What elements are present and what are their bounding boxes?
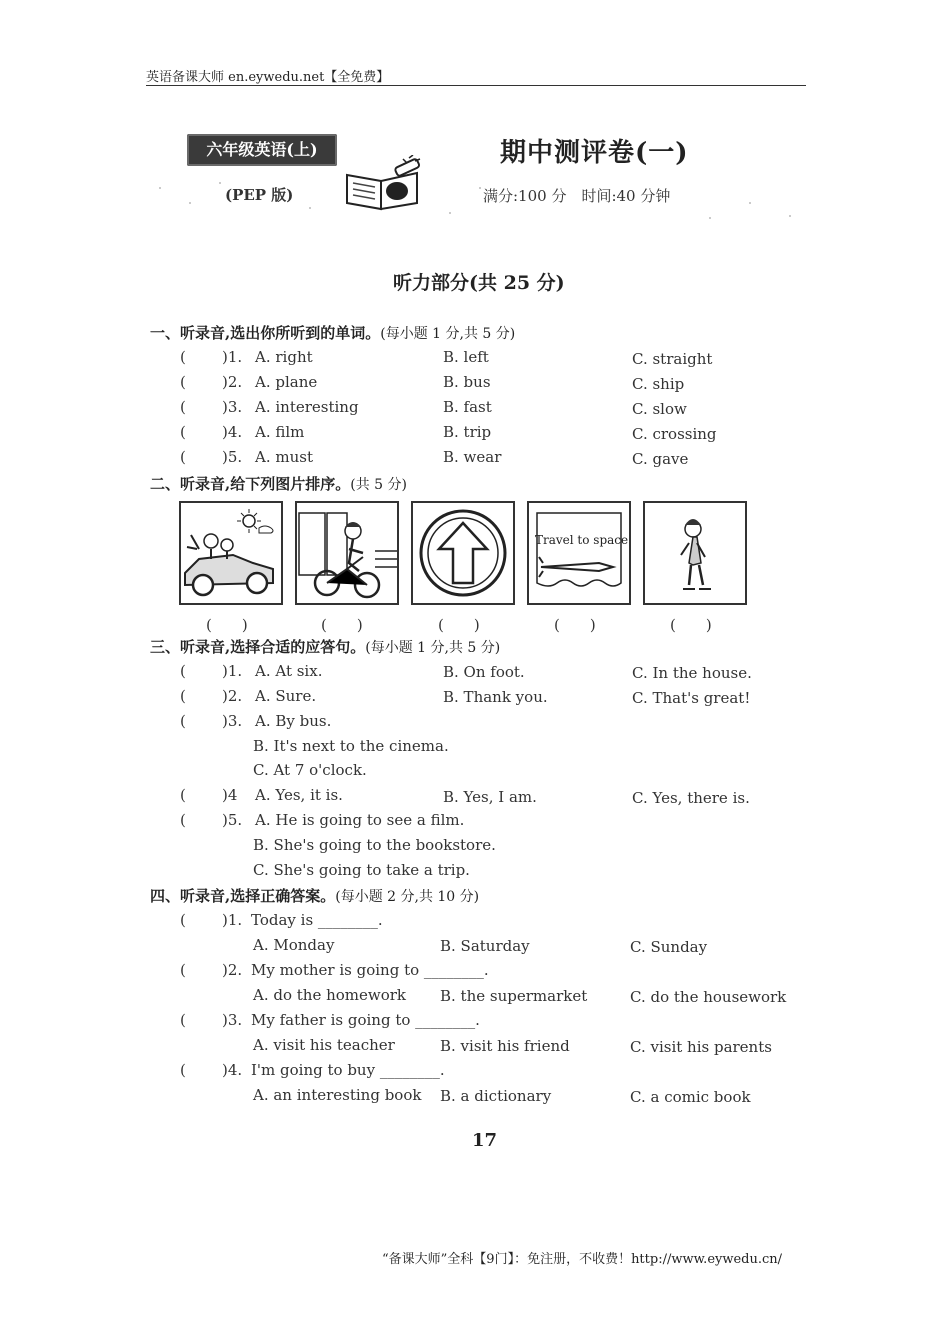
option-c: C. do the housework: [630, 988, 787, 1006]
item-number: )4.: [222, 1061, 243, 1079]
option-b: B. On foot.: [443, 663, 525, 681]
option-b: B. the supermarket: [440, 987, 588, 1005]
section2-title: 二、听录音,给下列图片排序。: [150, 475, 351, 493]
option-c: C. straight: [632, 350, 713, 368]
exam-title: 期中测评卷(一): [500, 138, 689, 168]
option-a: A. must: [255, 448, 313, 466]
option-a: A. At six.: [255, 662, 323, 680]
answer-blank[interactable]: (: [180, 1011, 186, 1029]
question-stem: My father is going to ________.: [251, 1011, 480, 1029]
section3-note: (每小题 1 分,共 5 分): [365, 640, 501, 656]
section4-note: (每小题 2 分,共 10 分): [335, 889, 480, 905]
item-number: )2.: [222, 961, 243, 979]
option-c: C. a comic book: [630, 1088, 751, 1106]
item-number: )3.: [222, 712, 243, 730]
option-a: A. film: [255, 423, 305, 441]
order-blank-2[interactable]: ( ): [321, 616, 363, 634]
option-b: B. It's next to the cinema.: [253, 737, 449, 755]
answer-blank[interactable]: (: [180, 911, 186, 929]
option-c: C. Yes, there is.: [632, 789, 750, 807]
option-c: C. ship: [632, 375, 685, 393]
exam-meta: 满分:100 分 时间:40 分钟: [483, 187, 671, 205]
picture-arrow-sign: [411, 501, 515, 605]
picture-travel-to-space: [527, 501, 631, 605]
question-stem: Today is ________.: [251, 911, 383, 929]
answer-blank[interactable]: (: [180, 811, 186, 829]
option-c: C. She's going to take a trip.: [253, 861, 470, 879]
option-a: A. By bus.: [255, 712, 332, 730]
item-number: )5.: [222, 811, 243, 829]
section4-heading: [150, 885, 479, 906]
section1-title: 一、听录音,选出你所听到的单词。: [150, 324, 381, 342]
option-b: B. visit his friend: [440, 1037, 570, 1055]
answer-blank[interactable]: (: [180, 373, 186, 391]
option-c: C. slow: [632, 400, 687, 418]
option-c: C. Sunday: [630, 938, 708, 956]
option-a: A. right: [255, 348, 313, 366]
answer-blank[interactable]: (: [180, 398, 186, 416]
item-number: )2.: [222, 373, 243, 391]
answer-blank[interactable]: (: [180, 448, 186, 466]
order-blank-4[interactable]: ( ): [554, 616, 596, 634]
question-stem: I'm going to buy ________.: [251, 1061, 445, 1079]
picture-boy-bicycle: [295, 501, 399, 605]
grade-badge: 六年级英语(上): [187, 134, 337, 166]
item-number: )3.: [222, 1011, 243, 1029]
answer-blank[interactable]: (: [180, 961, 186, 979]
section1-note: (每小题 1 分,共 5 分): [380, 326, 516, 342]
section2-heading: [150, 473, 407, 494]
header-divider: [146, 85, 806, 86]
section4-title: 四、听录音,选择正确答案。: [150, 887, 336, 905]
section3-title: 三、听录音,选择合适的应答句。: [150, 638, 366, 656]
answer-blank[interactable]: (: [180, 786, 186, 804]
question-stem: My mother is going to ________.: [251, 961, 489, 979]
option-c: C. In the house.: [632, 664, 752, 682]
option-a: A. Monday: [253, 936, 335, 954]
page-header: 英语备课大师 en.eywedu.net【全免费】: [146, 70, 390, 85]
order-blank-1[interactable]: ( ): [206, 616, 248, 634]
item-number: )4.: [222, 423, 243, 441]
option-b: B. wear: [443, 448, 502, 466]
answer-blank[interactable]: (: [180, 662, 186, 680]
option-b: B. trip: [443, 423, 492, 441]
option-b: B. bus: [443, 373, 491, 391]
item-number: )5.: [222, 448, 243, 466]
option-a: A. interesting: [255, 398, 359, 416]
picture-boy-sick: [643, 501, 747, 605]
item-number: )2.: [222, 687, 243, 705]
edition-label: (PEP 版): [225, 186, 294, 204]
option-a: A. an interesting book: [253, 1086, 422, 1104]
item-number: )4: [222, 786, 238, 804]
option-a: A. do the homework: [253, 986, 407, 1004]
section2-note: (共 5 分): [350, 477, 407, 493]
option-b: B. Saturday: [440, 937, 530, 955]
option-a: A. visit his teacher: [253, 1036, 395, 1054]
option-b: B. fast: [443, 398, 492, 416]
picture-caption: Travel to space: [535, 533, 629, 547]
section3-heading: [150, 636, 500, 657]
item-number: )3.: [222, 398, 243, 416]
item-number: )1.: [222, 911, 243, 929]
answer-blank[interactable]: (: [180, 687, 186, 705]
order-blank-5[interactable]: ( ): [670, 616, 712, 634]
book-telescope-icon: [343, 155, 425, 211]
item-number: )1.: [222, 348, 243, 366]
order-blank-3[interactable]: ( ): [438, 616, 480, 634]
option-a: A. Sure.: [255, 687, 317, 705]
answer-blank[interactable]: (: [180, 348, 186, 366]
answer-blank[interactable]: (: [180, 423, 186, 441]
part-title: 听力部分(共 25 分): [393, 272, 565, 294]
page-footer: “备课大师”全科【9门】：免注册，不收费！http://www.eywedu.cn/: [382, 1252, 783, 1267]
item-number: )1.: [222, 662, 243, 680]
option-c: C. crossing: [632, 425, 717, 443]
answer-blank[interactable]: (: [180, 712, 186, 730]
picture-car-driver: [179, 501, 283, 605]
page-number: 17: [472, 1130, 498, 1151]
answer-blank[interactable]: (: [180, 1061, 186, 1079]
section1-heading: [150, 322, 515, 343]
option-b: B. She's going to the bookstore.: [253, 836, 496, 854]
option-a: A. plane: [255, 373, 318, 391]
option-b: B. Thank you.: [443, 688, 548, 706]
option-b: B. left: [443, 348, 489, 366]
option-a: A. He is going to see a film.: [255, 811, 465, 829]
option-b: B. a dictionary: [440, 1087, 552, 1105]
option-c: C. That's great!: [632, 689, 751, 707]
option-b: B. Yes, I am.: [443, 788, 537, 806]
option-c: C. gave: [632, 450, 689, 468]
option-c: C. At 7 o'clock.: [253, 761, 367, 779]
option-c: C. visit his parents: [630, 1038, 772, 1056]
decorative-dots: [150, 168, 810, 228]
option-a: A. Yes, it is.: [255, 786, 343, 804]
